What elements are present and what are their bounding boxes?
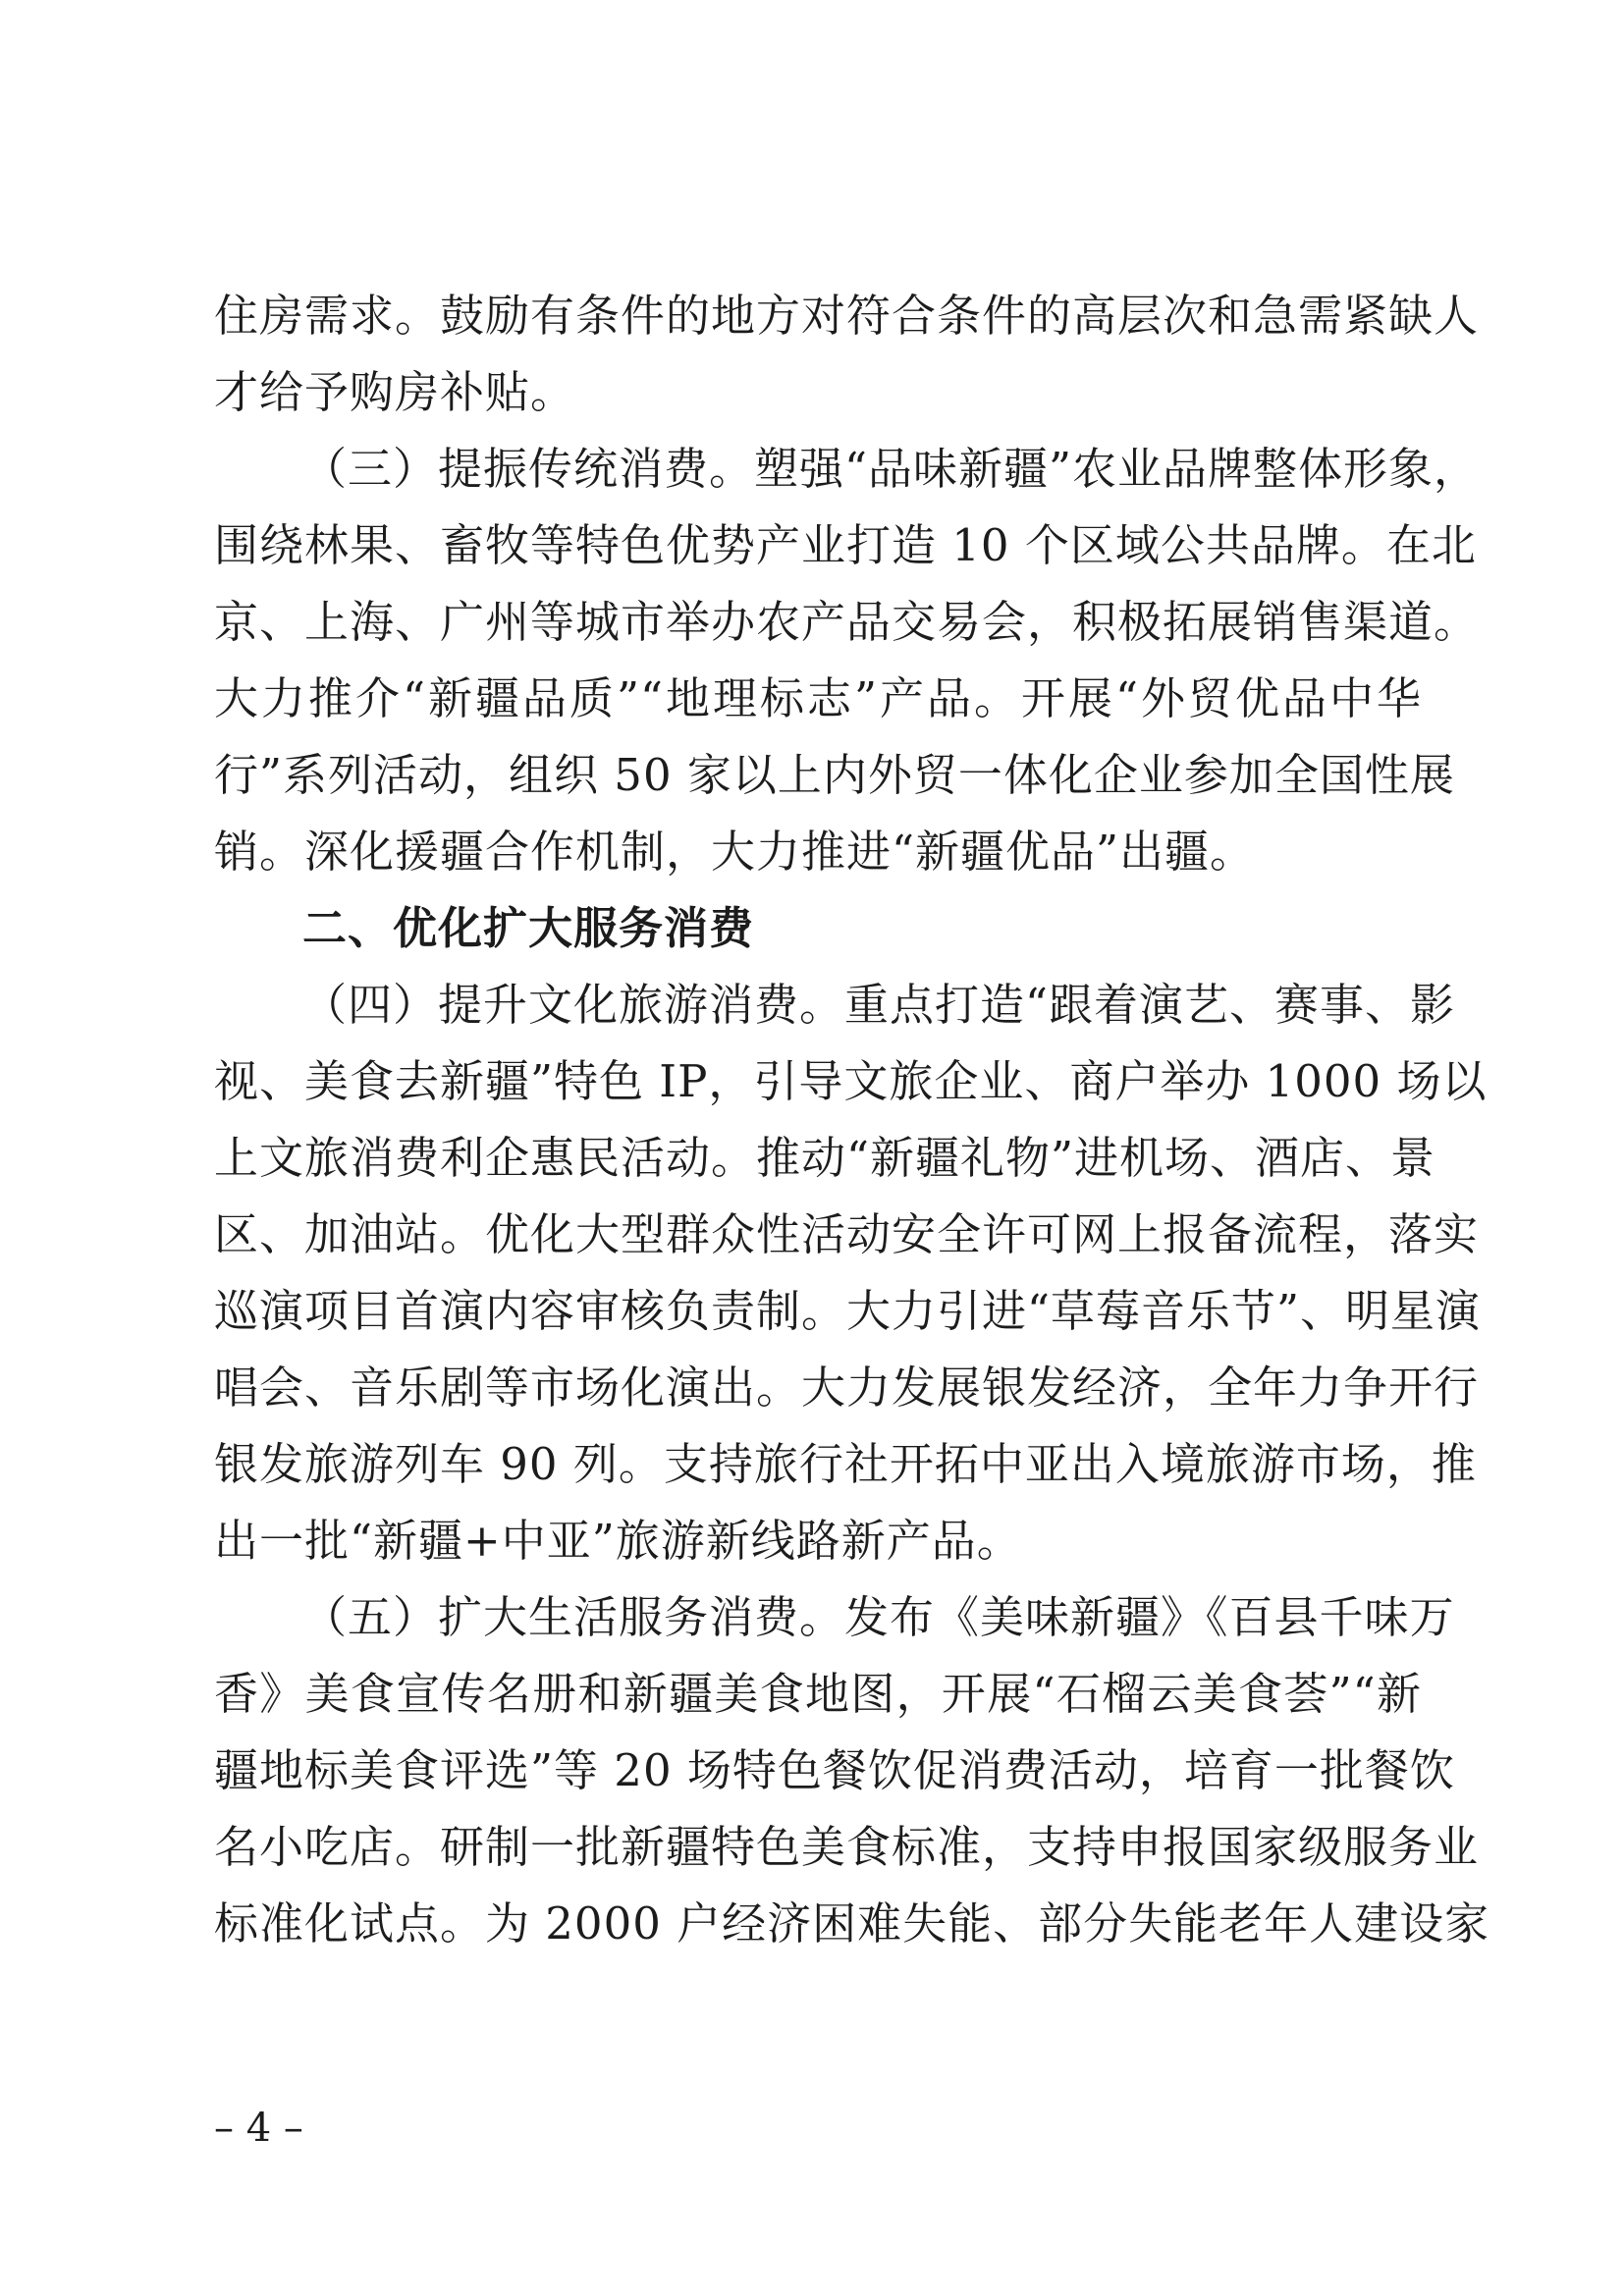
body-text-line: 围绕林果、畜牧等特色优势产业打造 10 个区域公共品牌。在北 [214, 519, 1477, 571]
body-text-line: 出一批“新疆+中亚”旅游新线路新产品。 [214, 1515, 1022, 1567]
body-text-line: 京、上海、广州等城市举办农产品交易会，积极拓展销售渠道。 [214, 596, 1480, 648]
body-text-line: 大力推介“新疆品质”“地理标志”产品。开展“外贸优品中华 [214, 672, 1422, 724]
section-heading: 二、优化扩大服务消费 [302, 902, 755, 954]
body-text-line: 区、加油站。优化大型群众性活动安全许可网上报备流程，落实 [214, 1208, 1480, 1260]
body-text-line: 名小吃店。研制一批新疆特色美食标准，支持申报国家级服务业 [214, 1821, 1480, 1873]
body-text-line: 唱会、音乐剧等市场化演出。大力发展银发经济，全年力争开行 [214, 1362, 1480, 1414]
body-text-line: 香》美食宣传名册和新疆美食地图，开展“石榴云美食荟”“新 [214, 1668, 1422, 1720]
body-text-line: 视、美食去新疆”特色 IP，引导文旅企业、商户举办 1000 场以 [214, 1055, 1488, 1107]
body-text-line: 巡演项目首演内容审核负责制。大力引进“草莓音乐节”、明星演 [214, 1285, 1482, 1337]
page-number: – 4 – [214, 2106, 303, 2151]
body-text-line: 上文旅消费利企惠民活动。推动“新疆礼物”进机场、酒店、景 [214, 1132, 1436, 1184]
section-paragraph-start: （五）扩大生活服务消费。发布《美味新疆》《百县千味万 [302, 1591, 1455, 1643]
body-text-line: 行”系列活动，组织 50 家以上内外贸一体化企业参加全国性展 [214, 749, 1455, 801]
body-text-line: 销。深化援疆合作机制，大力推进“新疆优品”出疆。 [214, 826, 1256, 878]
body-text-line: 疆地标美食评选”等 20 场特色餐饮促消费活动，培育一批餐饮 [214, 1744, 1455, 1796]
section-paragraph-start: （三）提振传统消费。塑强“品味新疆”农业品牌整体形象， [302, 443, 1480, 495]
body-text-line: 才给予购房补贴。 [214, 366, 576, 418]
section-paragraph-start: （四）提升文化旅游消费。重点打造“跟着演艺、赛事、影 [302, 979, 1456, 1031]
body-text-line: 银发旅游列车 90 列。支持旅行社开拓中亚出入境旅游市场，推 [214, 1438, 1477, 1490]
body-text-line: 标准化试点。为 2000 户经济困难失能、部分失能老年人建设家 [214, 1897, 1490, 1949]
body-text-line: 住房需求。鼓励有条件的地方对符合条件的高层次和急需紧缺人 [214, 290, 1480, 342]
